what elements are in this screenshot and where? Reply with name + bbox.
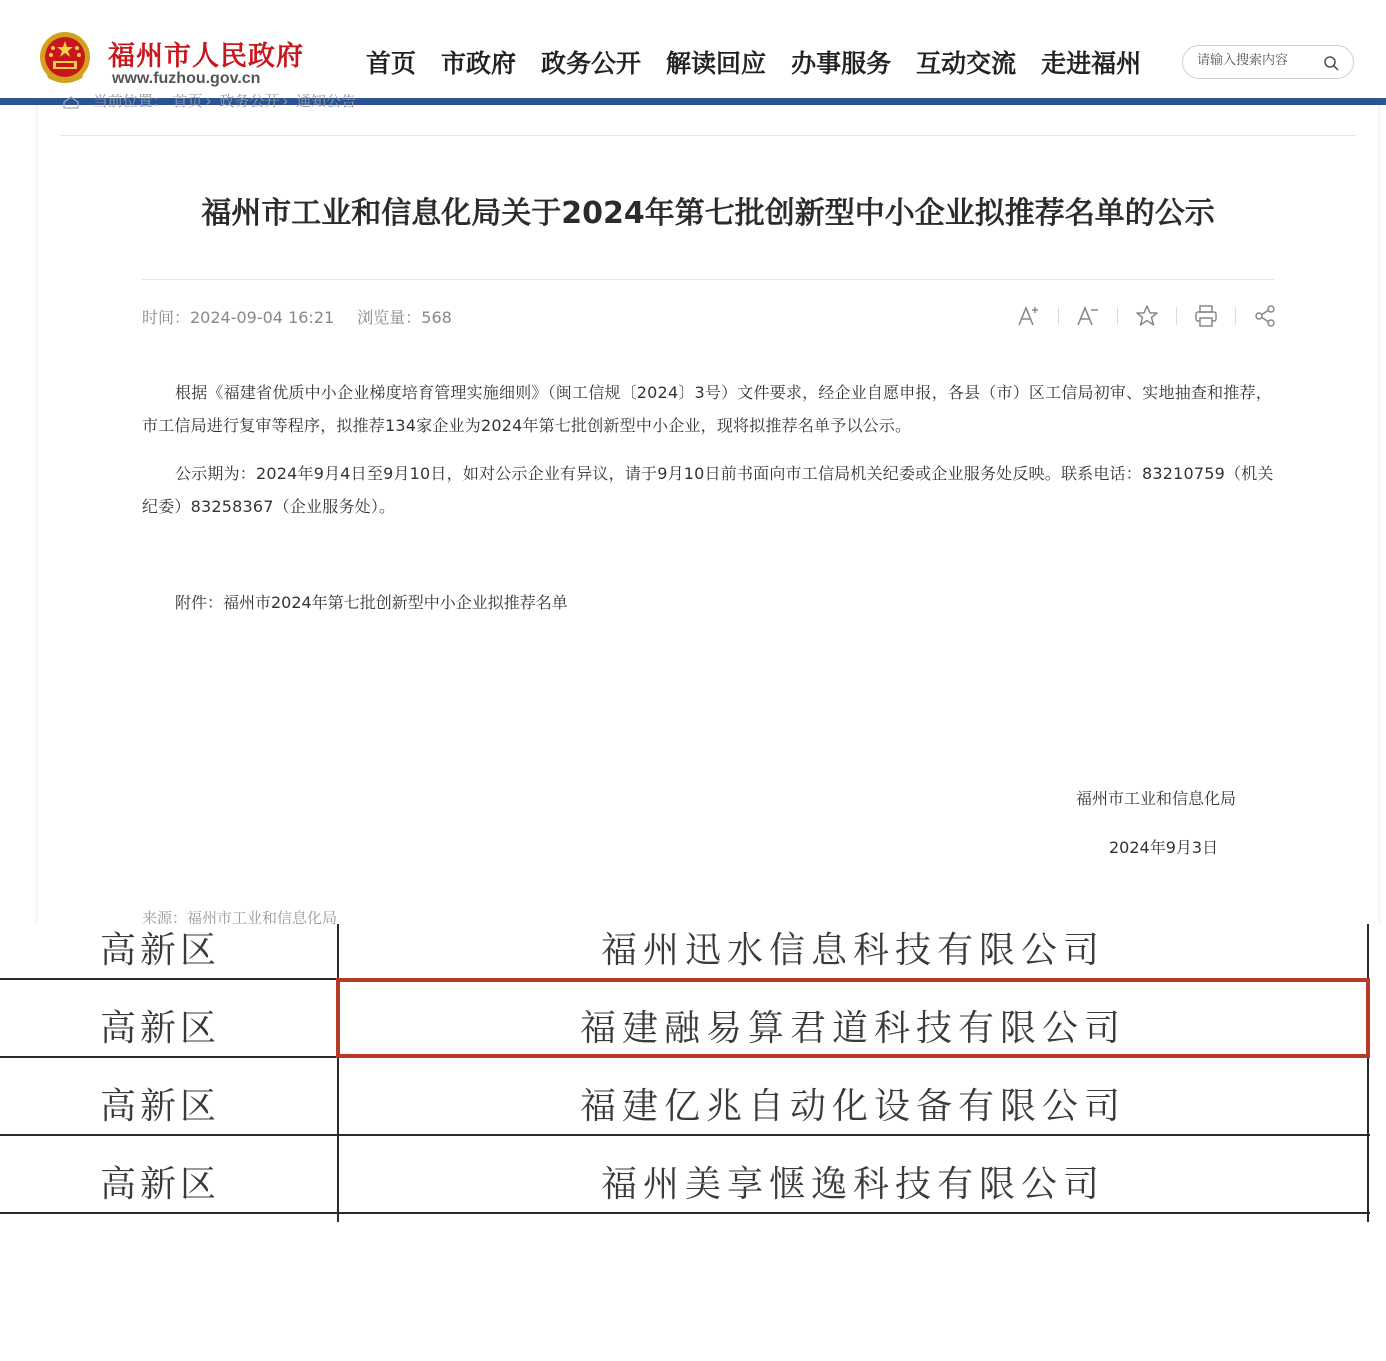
- signature-date: 2024年9月3日: [1109, 838, 1219, 857]
- highlight-box: [336, 978, 1370, 1058]
- site-header: [0, 0, 1386, 98]
- font-decrease-icon[interactable]: [1075, 303, 1101, 329]
- main-nav: [366, 44, 1166, 80]
- share-icon[interactable]: [1252, 303, 1278, 329]
- toolbar-separator: [1176, 307, 1177, 325]
- breadcrumb-label: 当前位置：: [92, 94, 168, 110]
- breadcrumb: [62, 94, 356, 112]
- table-row-divider: [0, 1134, 1370, 1136]
- article-meta: [142, 305, 452, 328]
- nav-item-services[interactable]: 办事服务: [791, 49, 892, 78]
- breadcrumb-separator: ›: [282, 94, 289, 110]
- signature-organization: 福州市工业和信息化局: [1076, 789, 1237, 808]
- nav-item-interpretation[interactable]: 解读回应: [666, 49, 767, 78]
- font-increase-icon[interactable]: [1016, 303, 1042, 329]
- home-icon: [62, 95, 80, 109]
- breadcrumb-item-notices[interactable]: 通知公告: [296, 94, 357, 110]
- view-count: 浏览量：568: [357, 308, 452, 327]
- nav-item-city-government[interactable]: 市政府: [441, 49, 517, 78]
- article-paragraph: 公示期为：2024年9月4日至9月10日，如对公示企业有异议，请于9月10日前书面向市工信局机关纪委或企业服务处反映。联系电话：83210759（机关纪委）83258367（企业服务处）。: [142, 464, 1274, 516]
- toolbar-separator: [1117, 307, 1118, 325]
- star-icon[interactable]: [1134, 303, 1160, 329]
- table-cell-district: 高新区: [100, 1164, 221, 1205]
- table-cell-company: 福州美享惬逸科技有限公司: [600, 1164, 1105, 1205]
- scanned-table-excerpt: [0, 924, 1386, 1224]
- site-name[interactable]: 福州市人民政府: [108, 41, 304, 72]
- breadcrumb-item-home[interactable]: 首页: [172, 94, 203, 110]
- article-paragraph: 根据《福建省优质中小企业梯度培育管理实施细则》（闽工信规〔2024〕3号）文件要求，经企业自愿申报，各县（市）区工信局初审、实地抽查和推荐，市工信局进行复审等程序，拟推荐134家企业为2024年第七批创新型中小企业，现将拟推荐名单予以公示。: [142, 383, 1272, 435]
- article-title: 福州市工业和信息化局关于2024年第七批创新型中小企业拟推荐名单的公示: [201, 196, 1215, 231]
- national-emblem-icon[interactable]: [38, 30, 92, 88]
- nav-item-government-affairs[interactable]: 政务公开: [541, 49, 642, 78]
- table-cell-company: 福建亿兆自动化设备有限公司: [579, 1086, 1126, 1127]
- site-domain[interactable]: www.fuzhou.gov.cn: [112, 70, 261, 87]
- search-input[interactable]: [1197, 53, 1317, 68]
- article-source: 来源：福州市工业和信息化局: [142, 909, 338, 924]
- table-row-divider: [0, 1212, 1370, 1214]
- search-icon[interactable]: [1323, 55, 1339, 71]
- table-cell-district: 高新区: [100, 1008, 221, 1049]
- table-cell-district: 高新区: [100, 930, 221, 971]
- article-toolbar: [1016, 303, 1278, 329]
- search-box: [1182, 45, 1354, 79]
- attachment-link[interactable]: 附件：福州市2024年第七批创新型中小企业拟推荐名单: [175, 593, 568, 612]
- nav-item-interaction[interactable]: 互动交流: [916, 49, 1017, 78]
- nav-item-home[interactable]: 首页: [366, 49, 417, 78]
- publish-time: 时间：2024-09-04 16:21: [142, 308, 335, 327]
- toolbar-separator: [1058, 307, 1059, 325]
- print-icon[interactable]: [1193, 303, 1219, 329]
- nav-item-about-fuzhou[interactable]: 走进福州: [1041, 49, 1142, 78]
- table-cell-company: 福州迅水信息科技有限公司: [600, 930, 1105, 971]
- title-divider: [142, 279, 1274, 280]
- table-cell-company: 福建融易算君道科技有限公司: [579, 1008, 1126, 1049]
- breadcrumb-item-government-affairs[interactable]: 政务公开: [219, 94, 280, 110]
- breadcrumb-divider: [60, 135, 1356, 136]
- toolbar-separator: [1235, 307, 1236, 325]
- table-cell-district: 高新区: [100, 1086, 221, 1127]
- breadcrumb-separator: ›: [205, 94, 212, 110]
